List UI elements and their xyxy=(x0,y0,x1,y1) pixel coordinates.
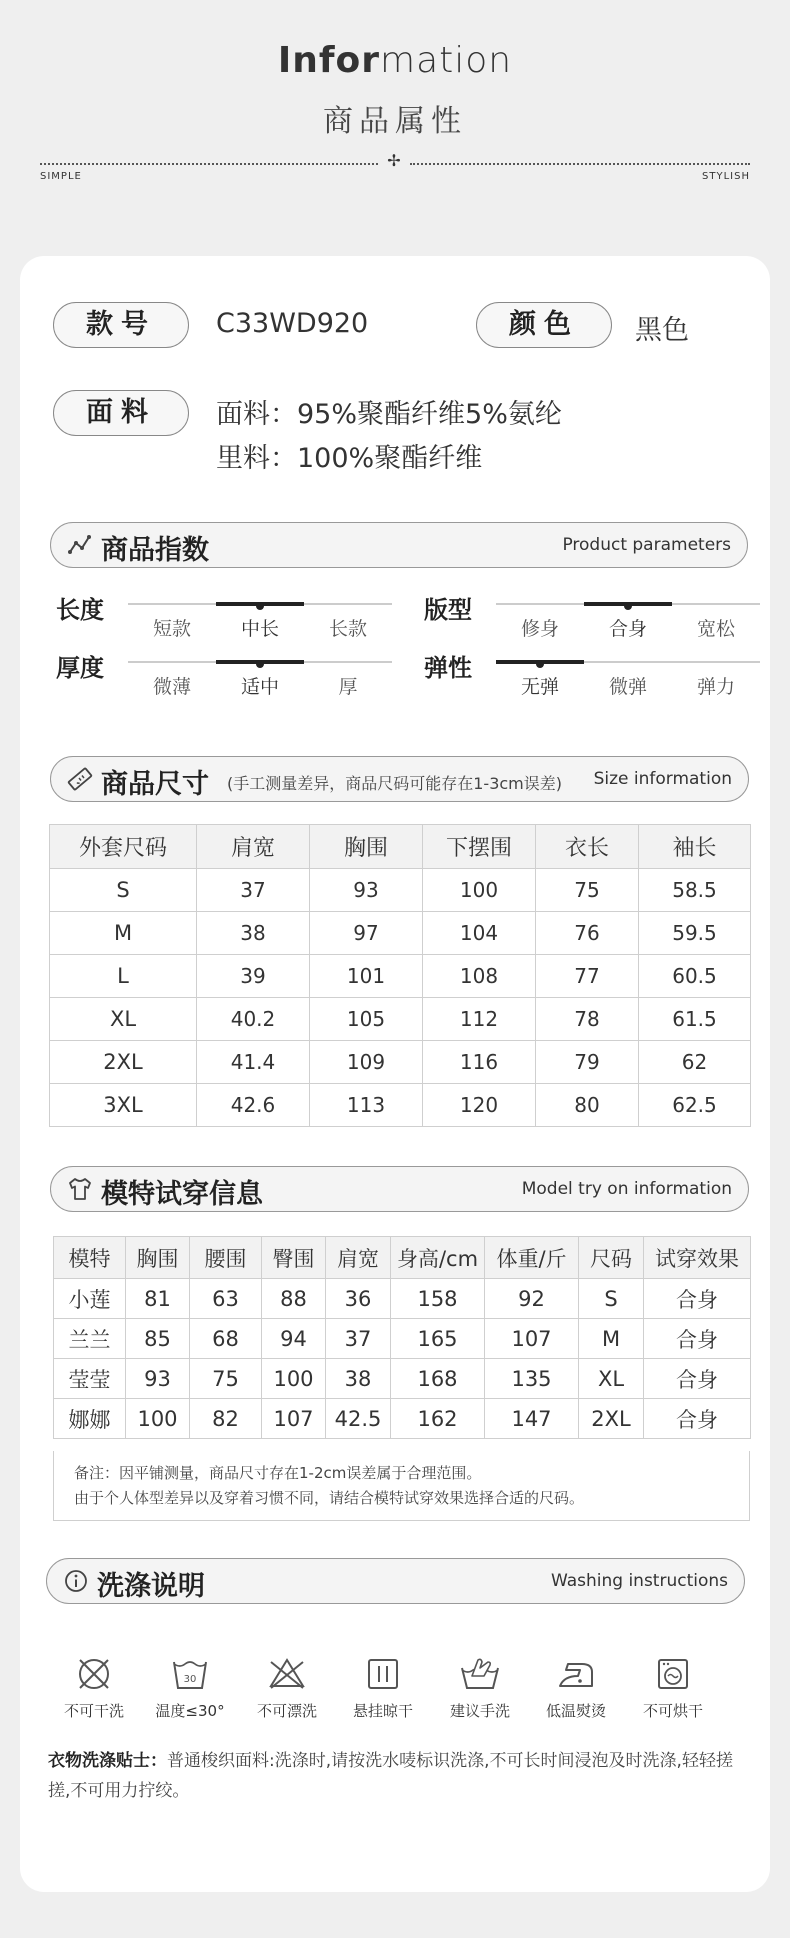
fabric-label: 面料 xyxy=(53,390,189,436)
washing-tips-text: 普通梭织面料:洗涤时,请按洗水唛标识洗涤,不可长时间浸泡及时洗涤,轻轻搓搓,不可用力拧绞。 xyxy=(48,1751,733,1801)
size-table xyxy=(49,824,751,1127)
size-table-header: 肩宽 xyxy=(197,825,310,869)
page-title xyxy=(0,40,790,81)
wash-label: 温度≤30° xyxy=(155,1702,225,1720)
wash-label: 不可干洗 xyxy=(63,1702,124,1720)
model-table-header: 试穿效果 xyxy=(644,1237,751,1279)
param-selected-dot-elastic xyxy=(536,660,544,668)
size-table-cell: 77 xyxy=(536,955,639,998)
model-table-header: 臀围 xyxy=(262,1237,326,1279)
table-row xyxy=(54,1279,751,1319)
no-bleach-icon xyxy=(267,1654,307,1694)
size-table-cell: 104 xyxy=(423,912,536,955)
param-option-length: 中长 xyxy=(240,618,279,640)
wash-label: 不可漂洗 xyxy=(256,1702,317,1720)
title-bold-part: Infor xyxy=(277,40,381,81)
size-table-cell: L xyxy=(50,955,197,998)
model-note-line-2: 由于个人体型差异以及穿着习惯不同，请结合模特试穿效果选择合适的尺码。 xyxy=(74,1489,585,1507)
model-table-header: 腰围 xyxy=(190,1237,262,1279)
model-table-cell: 娜娜 xyxy=(54,1399,126,1439)
model-table-cell: 158 xyxy=(391,1279,485,1319)
model-table-cell: S xyxy=(579,1279,644,1319)
wash-item-low-iron xyxy=(531,1654,621,1721)
param-selected-dot-fit xyxy=(624,602,632,610)
model-table-cell: 93 xyxy=(126,1359,190,1399)
size-table-cell: 37 xyxy=(197,869,310,912)
model-table-header: 体重/斤 xyxy=(485,1237,579,1279)
size-table-cell: M xyxy=(50,912,197,955)
style-no-label: 款号 xyxy=(53,302,189,348)
size-table-cell: 60.5 xyxy=(639,955,751,998)
size-table-header: 外套尺码 xyxy=(50,825,197,869)
size-table-cell: 62 xyxy=(639,1041,751,1084)
hand-wash-icon xyxy=(458,1654,502,1694)
model-note-line-1: 备注：因平铺测量，商品尺寸存在1-2cm误差属于合理范围。 xyxy=(74,1464,482,1482)
size-table-cell: XL xyxy=(50,998,197,1041)
model-table-cell: 107 xyxy=(485,1319,579,1359)
size-table-cell: 97 xyxy=(310,912,423,955)
param-option-elastic: 无弹 xyxy=(520,676,559,698)
header-divider-left xyxy=(40,163,378,165)
size-table-header: 衣长 xyxy=(536,825,639,869)
size-table-cell: 41.4 xyxy=(197,1041,310,1084)
size-table-cell: 2XL xyxy=(50,1041,197,1084)
washing-section-bar xyxy=(46,1558,745,1604)
table-row xyxy=(50,1041,751,1084)
model-title: 模特试穿信息 xyxy=(101,1179,263,1210)
washing-title: 洗涤说明 xyxy=(97,1571,205,1602)
size-table-cell: 101 xyxy=(310,955,423,998)
chart-line-icon xyxy=(67,532,93,558)
wash-30-icon xyxy=(170,1654,210,1694)
model-table-cell: 68 xyxy=(190,1319,262,1359)
style-no-value: C33WD920 xyxy=(216,308,369,339)
model-table-cell: 100 xyxy=(126,1399,190,1439)
cross-icon: ✢ xyxy=(387,151,401,170)
model-table-cell: 莹莹 xyxy=(54,1359,126,1399)
model-table-cell: 147 xyxy=(485,1399,579,1439)
size-table-header: 下摆围 xyxy=(423,825,536,869)
wash-item-no-dry-clean xyxy=(49,1654,139,1721)
header-divider-right xyxy=(410,163,750,165)
params-title: 商品指数 xyxy=(101,535,209,566)
size-table-header: 袖长 xyxy=(639,825,751,869)
size-table-cell: 105 xyxy=(310,998,423,1041)
model-table-cell: 92 xyxy=(485,1279,579,1319)
table-row xyxy=(50,869,751,912)
model-section-bar xyxy=(50,1166,749,1212)
header-tag-left: SIMPLE xyxy=(40,171,82,182)
size-table-cell: 61.5 xyxy=(639,998,751,1041)
model-table-cell: 75 xyxy=(190,1359,262,1399)
model-table-header: 肩宽 xyxy=(326,1237,391,1279)
params-title-en: Product parameters xyxy=(562,535,731,555)
no-dry-clean-icon xyxy=(74,1654,114,1694)
model-table-cell: 36 xyxy=(326,1279,391,1319)
wash-temp-mark: 30 xyxy=(183,1674,197,1685)
size-note: (手工测量差异，商品尺码可能存在1-3cm误差) xyxy=(227,774,563,793)
size-table-cell: 109 xyxy=(310,1041,423,1084)
model-table-cell: 38 xyxy=(326,1359,391,1399)
model-table-cell: 63 xyxy=(190,1279,262,1319)
model-table-cell: 94 xyxy=(262,1319,326,1359)
param-label-fit: 版型 xyxy=(424,596,472,624)
size-table-cell: 42.6 xyxy=(197,1084,310,1127)
size-title: 商品尺寸 xyxy=(101,769,209,800)
size-table-cell: 78 xyxy=(536,998,639,1041)
size-table-cell: 120 xyxy=(423,1084,536,1127)
model-table-cell: 小莲 xyxy=(54,1279,126,1319)
wash-item-hand-wash xyxy=(435,1654,525,1721)
wash-label: 低温熨烫 xyxy=(545,1702,606,1720)
info-card xyxy=(20,256,770,1892)
no-tumble-dry-icon xyxy=(653,1654,693,1694)
model-table-cell: 合身 xyxy=(644,1359,751,1399)
table-row xyxy=(54,1399,751,1439)
size-table-cell: 39 xyxy=(197,955,310,998)
table-row xyxy=(54,1319,751,1359)
model-table-cell: 兰兰 xyxy=(54,1319,126,1359)
table-row xyxy=(50,998,751,1041)
color-label: 颜色 xyxy=(476,302,612,348)
model-table-cell: 85 xyxy=(126,1319,190,1359)
model-table-cell: 合身 xyxy=(644,1399,751,1439)
size-table-cell: 38 xyxy=(197,912,310,955)
size-table-cell: 93 xyxy=(310,869,423,912)
size-table-cell: 100 xyxy=(423,869,536,912)
model-table-cell: 135 xyxy=(485,1359,579,1399)
wash-label: 悬挂晾干 xyxy=(352,1702,413,1720)
wash-label: 建议手洗 xyxy=(449,1702,510,1720)
size-table-cell: 108 xyxy=(423,955,536,998)
model-title-en: Model try on information xyxy=(521,1179,732,1199)
wash-item-no-tumble-dry xyxy=(628,1654,718,1721)
model-table-cell: 88 xyxy=(262,1279,326,1319)
model-table-header: 尺码 xyxy=(579,1237,644,1279)
table-row xyxy=(50,955,751,998)
param-selected-dot-length xyxy=(256,602,264,610)
size-table-cell: S xyxy=(50,869,197,912)
fabric-line-1: 面料：95%聚酯纤维5%氨纶 xyxy=(216,399,562,430)
size-table-cell: 75 xyxy=(536,869,639,912)
param-option-elastic: 弹力 xyxy=(696,676,735,698)
size-table-cell: 76 xyxy=(536,912,639,955)
low-iron-icon xyxy=(554,1654,598,1694)
size-table-cell: 79 xyxy=(536,1041,639,1084)
size-table-cell: 116 xyxy=(423,1041,536,1084)
param-option-length: 短款 xyxy=(152,618,191,640)
size-table-cell: 113 xyxy=(310,1084,423,1127)
size-table-cell: 59.5 xyxy=(639,912,751,955)
size-table-cell: 112 xyxy=(423,998,536,1041)
model-table-header: 身高/cm xyxy=(391,1237,485,1279)
size-table-cell: 58.5 xyxy=(639,869,751,912)
model-table-cell: 37 xyxy=(326,1319,391,1359)
model-table xyxy=(53,1236,751,1439)
table-row xyxy=(50,912,751,955)
param-label-length: 长度 xyxy=(56,596,104,624)
model-table-cell: 合身 xyxy=(644,1319,751,1359)
model-table-cell: 81 xyxy=(126,1279,190,1319)
model-note xyxy=(53,1451,750,1521)
model-table-cell: 42.5 xyxy=(326,1399,391,1439)
model-table-cell: 162 xyxy=(391,1399,485,1439)
param-option-thickness: 厚 xyxy=(338,676,358,698)
model-table-cell: 82 xyxy=(190,1399,262,1439)
model-table-cell: M xyxy=(579,1319,644,1359)
param-option-thickness: 适中 xyxy=(240,676,279,698)
size-table-cell: 40.2 xyxy=(197,998,310,1041)
washing-tips xyxy=(48,1746,750,1806)
wash-item-no-bleach xyxy=(242,1654,332,1721)
size-section-bar xyxy=(50,756,749,802)
params-section-bar xyxy=(50,522,748,568)
wash-label: 不可烘干 xyxy=(642,1702,703,1720)
param-option-fit: 宽松 xyxy=(696,618,735,640)
model-table-cell: 100 xyxy=(262,1359,326,1399)
hang-dry-icon xyxy=(363,1654,403,1694)
size-table-cell: 62.5 xyxy=(639,1084,751,1127)
model-table-header: 胸围 xyxy=(126,1237,190,1279)
param-option-length: 长款 xyxy=(328,618,367,640)
info-icon xyxy=(63,1568,89,1594)
wash-item-temp xyxy=(145,1654,235,1721)
ruler-icon xyxy=(67,766,93,792)
param-label-elastic: 弹性 xyxy=(424,654,472,682)
param-selected-dot-thickness xyxy=(256,660,264,668)
header-tag-right: STYLISH xyxy=(702,171,750,182)
size-table-cell: 80 xyxy=(536,1084,639,1127)
washing-title-en: Washing instructions xyxy=(550,1571,728,1591)
model-table-cell: 107 xyxy=(262,1399,326,1439)
param-option-fit: 合身 xyxy=(608,618,647,640)
fabric-line-2: 里料：100%聚酯纤维 xyxy=(216,443,483,474)
param-option-elastic: 微弹 xyxy=(608,676,647,698)
model-table-cell: 合身 xyxy=(644,1279,751,1319)
shirt-icon xyxy=(67,1176,93,1202)
model-table-cell: 165 xyxy=(391,1319,485,1359)
title-thin-part: mation xyxy=(380,40,513,81)
model-table-cell: 2XL xyxy=(579,1399,644,1439)
wash-item-hang-dry xyxy=(338,1654,428,1721)
param-option-fit: 修身 xyxy=(520,618,559,640)
model-table-cell: 168 xyxy=(391,1359,485,1399)
table-row xyxy=(54,1359,751,1399)
table-row xyxy=(50,1084,751,1127)
size-table-header: 胸围 xyxy=(310,825,423,869)
model-table-header: 模特 xyxy=(54,1237,126,1279)
param-option-thickness: 微薄 xyxy=(152,676,191,698)
washing-tips-label: 衣物洗涤贴士： xyxy=(48,1751,167,1771)
page-subtitle: 商品属性 xyxy=(323,104,467,139)
size-table-cell: 3XL xyxy=(50,1084,197,1127)
size-title-en: Size information xyxy=(593,769,732,789)
param-label-thickness: 厚度 xyxy=(56,654,104,682)
model-table-cell: XL xyxy=(579,1359,644,1399)
color-value: 黑色 xyxy=(635,315,689,346)
